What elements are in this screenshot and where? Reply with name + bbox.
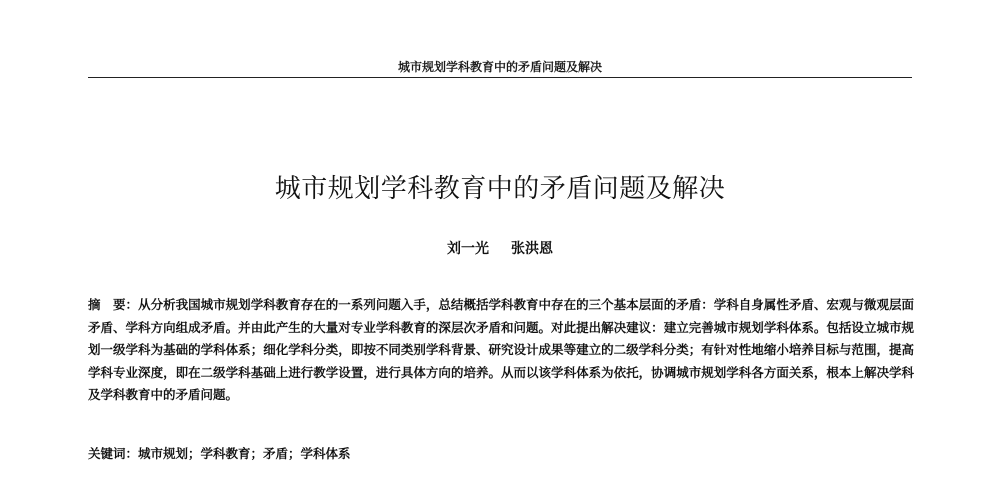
header-rule (88, 77, 912, 78)
paper-title: 城市规划学科教育中的矛盾问题及解决 (274, 174, 726, 204)
authors (0, 238, 1000, 258)
abstract-text: 从分析我国城市规划学科教育存在的一系列问题入手，总结概括学科教育中存在的三个基本层面的矛盾：学科自身属性矛盾、宏观与微观层面矛盾、学科方向组成矛盾。并由此产生的大量对专业学科教育的深层次矛盾和问题。对此提出解决建议：建立完善城市规划学科体系。包括设立城市规划一级学科为基础的学科体系；细化学科分类，即按不同类别学科背景、研究设计成果等建立的二级学科分类；有针对性地缩小培养目标与范围，提高学科专业深度，即在二级学科基础上进行教学设置，进行具体方向的培养。从而以该学科体系为依托，协调城市规划学科各方面关系，根本上解决学科及学科教育中的矛盾问题。 (88, 297, 914, 402)
keywords-label: 关键词： (88, 446, 139, 461)
author-1: 刘一光 (447, 241, 489, 257)
keywords (88, 443, 914, 465)
author-2: 张洪恩 (511, 241, 553, 257)
keywords-text: 城市规划；学科教育；矛盾；学科体系 (138, 446, 351, 461)
abstract-label: 摘 要： (88, 297, 139, 312)
running-header: 城市规划学科教育中的矛盾问题及解决 (397, 60, 602, 74)
abstract (88, 294, 914, 407)
